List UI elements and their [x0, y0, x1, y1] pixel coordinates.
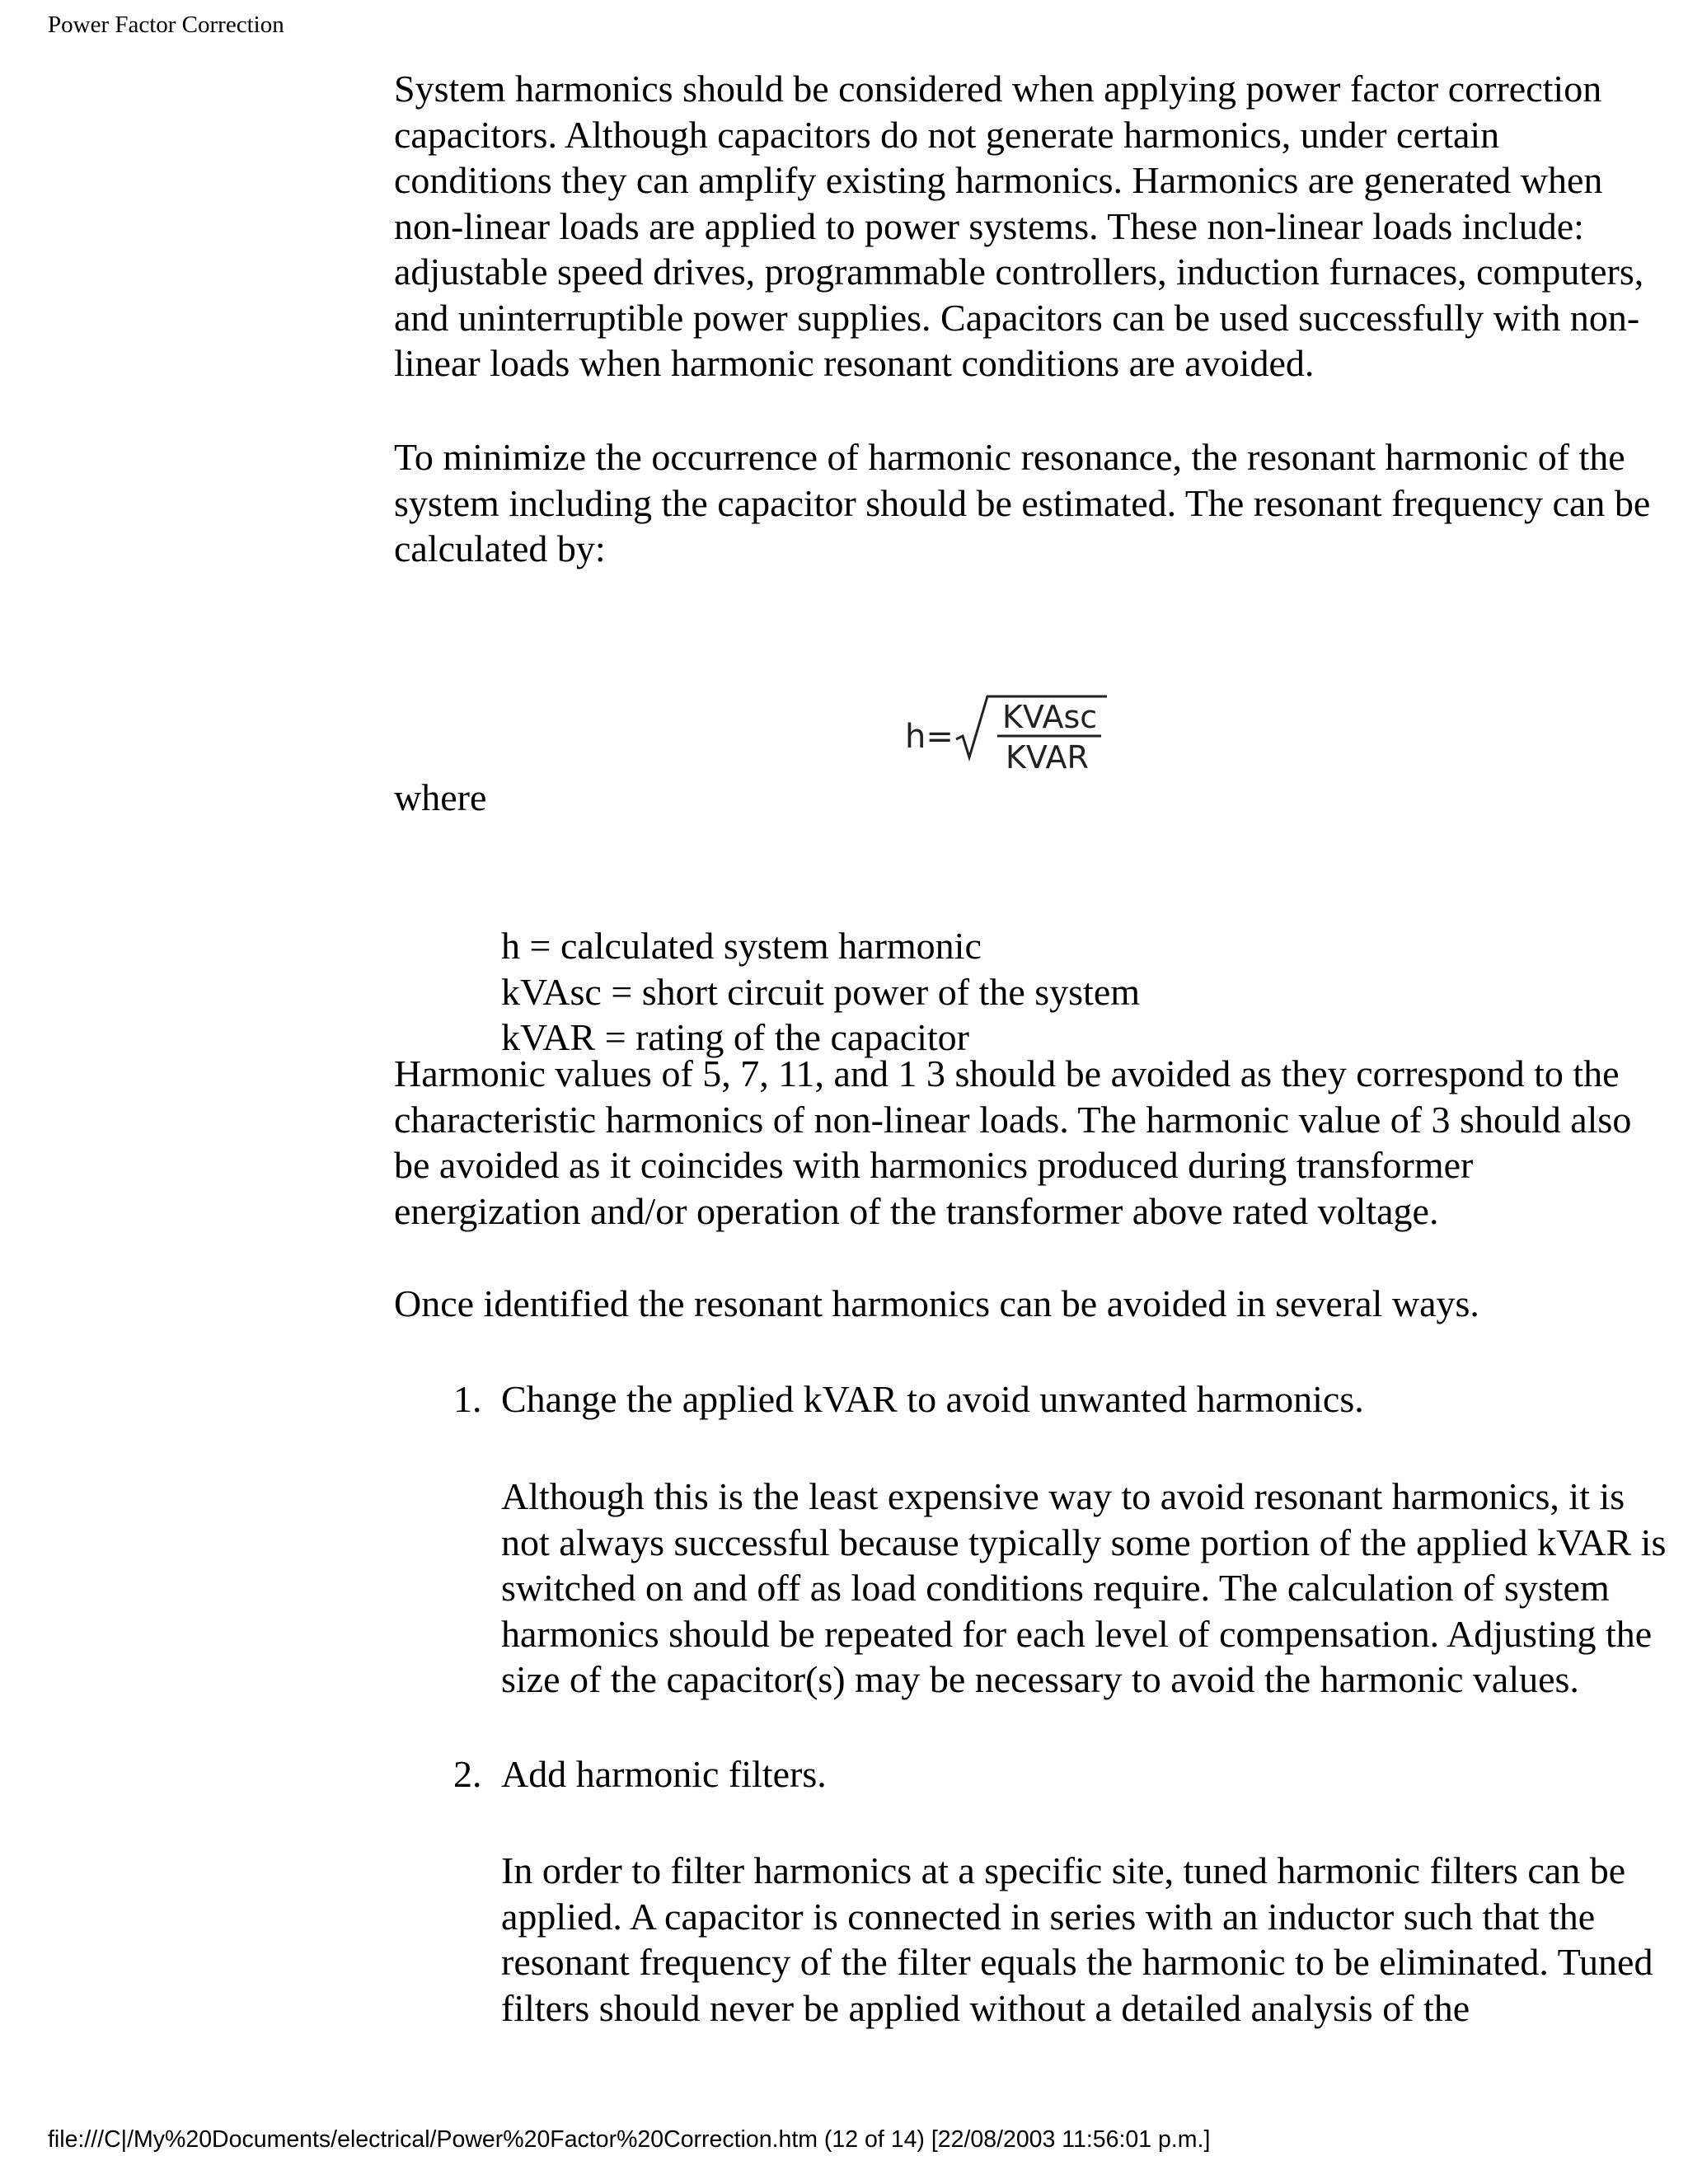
running-header-title: Power Factor Correction: [48, 12, 284, 38]
definition-kvar: kVAR = rating of the capacitor: [501, 1016, 969, 1058]
paragraph-resonance-estimate: To minimize the occurrence of harmonic resonance, the resonant harmonic of the system including the capacitor should be estimated. The resonant frequency can be calculated by:: [394, 436, 1651, 569]
paragraph-harmonic-values: Harmonic values of 5, 7, 11, and 1 3 should be avoided as they correspond to the characteristic harmonics of non-linear loads. The harmonic value of 3 should also be avoided as it coincides with harmonics produced during transformer energization and/or operation of the transformer above rated voltage.: [394, 1052, 1632, 1232]
list-item-2-detail: In order to filter harmonics at a specific site, tuned harmonic filters can be applied. A capacitor is connected in series with an inductor such that the resonant frequency of the filter equals the harmonic to be eliminated. Tuned filters should never be applied without a detailed analysis of the: [501, 1849, 1653, 2029]
definition-kvasc: kVAsc = short circuit power of the system: [501, 970, 1141, 1013]
resonant-harmonic-formula: [905, 688, 1169, 795]
formula-numerator: KVAsc: [1002, 699, 1098, 735]
list-item-1-title: Change the applied kVAR to avoid unwanted harmonics.: [501, 1378, 1364, 1420]
paragraph-avoidance-intro: Once identified the resonant harmonics can be avoided in several ways.: [394, 1282, 1479, 1324]
formula-graphic: [905, 688, 1169, 795]
formula-lhs: h=: [905, 718, 954, 756]
footer-file-path: file:///C|/My%20Documents/electrical/Power%20Factor%20Correction.htm (12 of 14) [22/08/2003 11:56:01 p.m.]: [48, 2126, 1211, 2153]
paragraph-harmonics-intro: System harmonics should be considered when applying power factor correction capacitors. Although capacitors do not generate harmonics, under certain conditions they can amplify existing harmonics. Harmonics are generated when non-linear loads are applied to power systems. These non-linear loads include: adjustable speed drives, programmable controllers, induction furnaces, computers, and uninterruptible power supplies. Capacitors can be used successfully with non-linear loads when harmonic resonant conditions are avoided.: [394, 68, 1644, 384]
list-item-1-detail: Although this is the least expensive way to avoid resonant harmonics, it is not always successful because typically some portion of the applied kVAR is switched on and off as load conditions require. The calculation of system harmonics should be repeated for each level of compensation. Adjusting the size of the capacitor(s) may be necessary to avoid the harmonic values.: [501, 1475, 1667, 1700]
list-number-1: 1.: [453, 1378, 482, 1420]
variable-definitions: [501, 923, 1573, 1061]
definition-h: h = calculated system harmonic: [501, 925, 982, 967]
formula-denominator: KVAR: [1006, 739, 1089, 776]
list-item-2-title: Add harmonic filters.: [501, 1753, 827, 1795]
where-label: where: [394, 776, 487, 818]
list-number-2: 2.: [453, 1753, 482, 1795]
